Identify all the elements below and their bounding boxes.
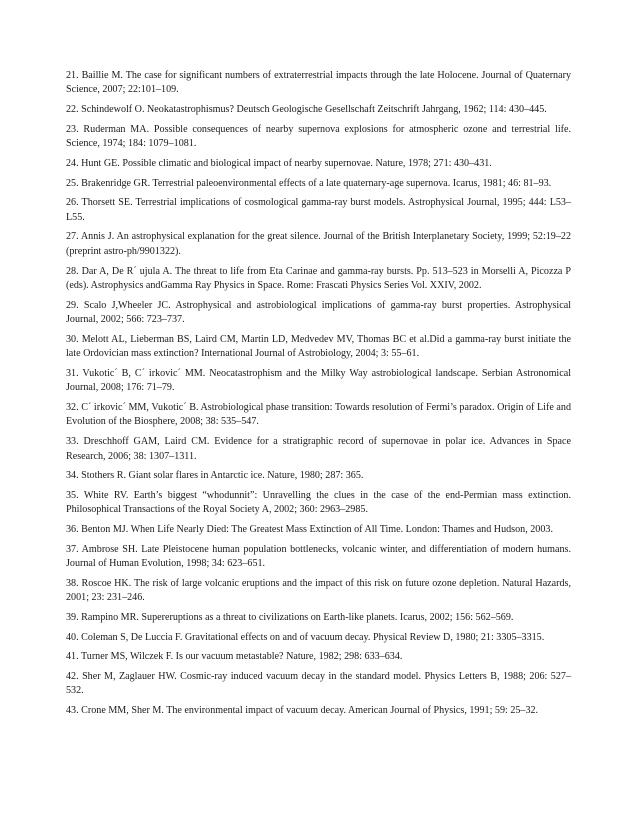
reference-35: 35. White RV. Earth’s biggest “whodunnit”: Unravelling the clues in the case of the end-Permian mass extinction. Philosophical Transactions of the Royal Society A, 2002; 360: 2963–2985.	[66, 489, 571, 516]
reference-43: 43. Crone MM, Sher M. The environmental impact of vacuum decay. American Journal of Physics, 1991; 59: 25–32.	[66, 705, 539, 717]
reference-list	[66, 69, 571, 724]
reference-27: 27. Annis J. An astrophysical explanation for the great silence. Journal of the British Interplanetary Society, 1999; 52:19–22 (preprint astro-ph/9901322).	[66, 231, 571, 257]
reference-23: 23. Ruderman MA. Possible consequences of nearby supernova explosions for atmospheric ozone and terrestrial life. Science, 1974; 184: 1079–1081.	[66, 123, 571, 150]
reference-25: 25. Brakenridge GR. Terrestrial paleoenvironmental effects of a late quaternary-age supernova. Icarus, 1981; 46: 81–93.	[66, 177, 552, 189]
reference-34: 34. Stothers R. Giant solar flares in Antarctic ice. Nature, 1980; 287: 365.	[66, 470, 364, 482]
reference-39: 39. Rampino MR. Supereruptions as a threat to civilizations on Earth-like planets. Icarus, 2002; 156: 562–569.	[66, 611, 514, 623]
reference-40: 40. Coleman S, De Luccia F. Gravitational effects on and of vacuum decay. Physical Review D, 1980; 21: 3305–3315.	[66, 631, 545, 643]
reference-28: 28. Dar A, De R´ ujula A. The threat to life from Eta Carinae and gamma-ray bursts. Pp. 513–523 in Morselli A, Picozza P (eds). Astrophysics andGamma Ray Physics in Space. Rome: Frascati Physics Series Vol. XXIV, 2002.	[66, 265, 571, 291]
reference-41: 41. Turner MS, Wilczek F. Is our vacuum metastable? Nature, 1982; 298: 633–634.	[66, 651, 403, 663]
reference-33: 33. Dreschhoff GAM, Laird CM. Evidence for a stratigraphic record of supernovae in polar ice. Advances in Space Research, 2006; 38: 1307–1311.	[66, 436, 571, 462]
reference-31: 31. Vukotic´ B, C´ irkovic´ MM. Neocatastrophism and the Milky Way astrobiological landscape. Serbian Astronomical Journal, 2008; 176: 71–79.	[66, 367, 571, 394]
reference-21: 21. Baillie M. The case for significant numbers of extraterrestrial impacts through the late Holocene. Journal of Quaternary Science, 2007; 22:101–109.	[66, 70, 571, 96]
reference-30: 30. Melott AL, Lieberman BS, Laird CM, Martin LD, Medvedev MV, Thomas BC et al.Did a gamma-ray burst initiate the late Ordovician mass extinction? International Journal of Astrobiology, 2004; 3: 55–61.	[66, 333, 571, 360]
reference-42: 42. Sher M, Zaglauer HW. Cosmic-ray induced vacuum decay in the standard model. Physics Letters B, 1988; 206: 527–532.	[66, 671, 571, 697]
reference-26: 26. Thorsett SE. Terrestrial implications of cosmological gamma-ray burst models. Astrophysical Journal, 1995; 444: L53–L55.	[66, 197, 571, 223]
reference-29: 29. Scalo J,Wheeler JC. Astrophysical and astrobiological implications of gamma-ray burst properties. Astrophysical Journal, 2002; 566: 723–737.	[66, 299, 571, 326]
reference-37: 37. Ambrose SH. Late Pleistocene human population bottlenecks, volcanic winter, and differentiation of modern humans. Journal of Human Evolution, 1998; 34: 623–651.	[66, 543, 571, 570]
reference-38: 38. Roscoe HK. The risk of large volcanic eruptions and the impact of this risk on future ozone depletion. Natural Hazards, 2001; 23: 231–246.	[66, 577, 571, 604]
reference-36: 36. Benton MJ. When Life Nearly Died: The Greatest Mass Extinction of All Time. London: Thames and Hudson, 2003.	[66, 524, 553, 536]
reference-22: 22. Schindewolf O. Neokatastrophismus? Deutsch Geologische Gesellschaft Zeitschrift Jahrgang, 1962; 114: 430–445.	[66, 104, 547, 116]
reference-32: 32. C´ irkovic´ MM, Vukotic´ B. Astrobiological phase transition: Towards resolution of Fermi’s paradox. Origin of Life and Evolution of the Biosphere, 2008; 38: 535–547.	[66, 401, 571, 428]
reference-24: 24. Hunt GE. Possible climatic and biological impact of nearby supernovae. Nature, 1978; 271: 430–431.	[66, 157, 492, 169]
